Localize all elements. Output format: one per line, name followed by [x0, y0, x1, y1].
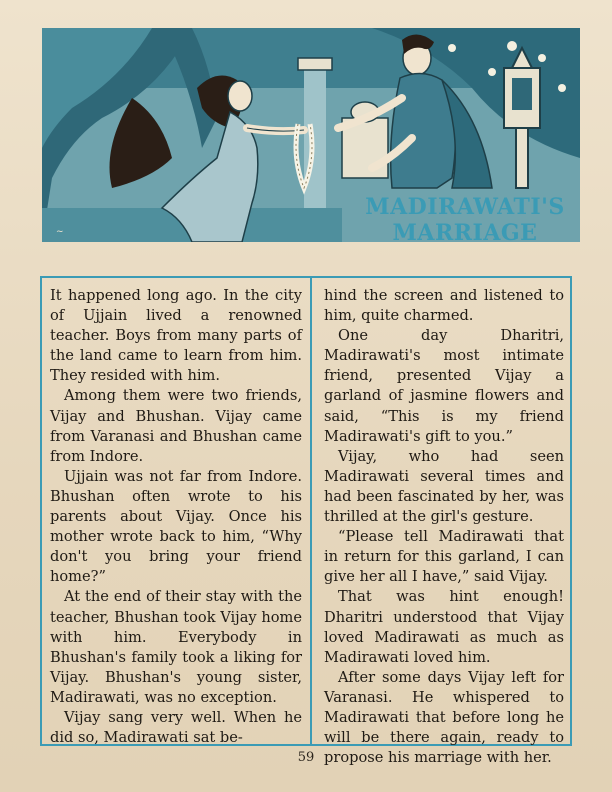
paragraph: After some days Vijay left for Varanasi. He whispered to Madirawati that before long he will be there again, ready to propose his marriage with her.	[324, 668, 564, 767]
paragraph: “Please tell Madirawati that in return for this garland, I can give her all I have,” said Vijay.	[324, 528, 564, 586]
paragraph: That was hint enough! Dharitri understood that Vijay loved Madirawati as much as Madirawati loved him.	[324, 588, 564, 666]
column-divider	[310, 278, 312, 744]
paragraph: Ujjain was not far from Indore. Bhushan often wrote to his parents about Vijay. Once his mother wrote back to him, “Why don't you bring your friend home?”	[50, 467, 302, 586]
svg-text:~: ~	[56, 227, 64, 237]
page-number: 59	[297, 750, 315, 765]
paragraph: Vijay sang very well. When he did so, Madirawati sat be-	[50, 708, 302, 747]
left-column	[50, 286, 302, 748]
paragraph: Among them were two friends, Vijay and Bhushan. Vijay came from Varanasi and Bhushan came from Indore.	[50, 387, 302, 465]
paragraph: Vijay, who had seen Madirawati several times and had been fascinated by her, was thrilled at the girl's gesture.	[324, 447, 564, 526]
story-title-line1: MADIRAWATI'S	[365, 194, 565, 220]
story-title	[330, 194, 600, 246]
story-title-line2: MARRIAGE	[392, 220, 538, 246]
paragraph: It happened long ago. In the city of Ujjain lived a renowned teacher. Boys from many parts of the land came to learn from him. They resided with him.	[50, 287, 302, 385]
paragraph: At the end of their stay with the teacher, Bhushan took Vijay home with him. Everybody in Bhushan's family took a liking for Vijay. Bhushan's young sister, Madirawati, was no exception.	[50, 588, 302, 706]
paragraph: One day Dharitri, Madirawati's most intimate friend, presented Vijay a garland of jasmine flowers and said, “This is my friend Madirawati's gift to you.”	[324, 327, 564, 445]
paragraph: hind the screen and listened to him, quite charmed.	[324, 287, 564, 325]
right-column	[324, 286, 564, 768]
